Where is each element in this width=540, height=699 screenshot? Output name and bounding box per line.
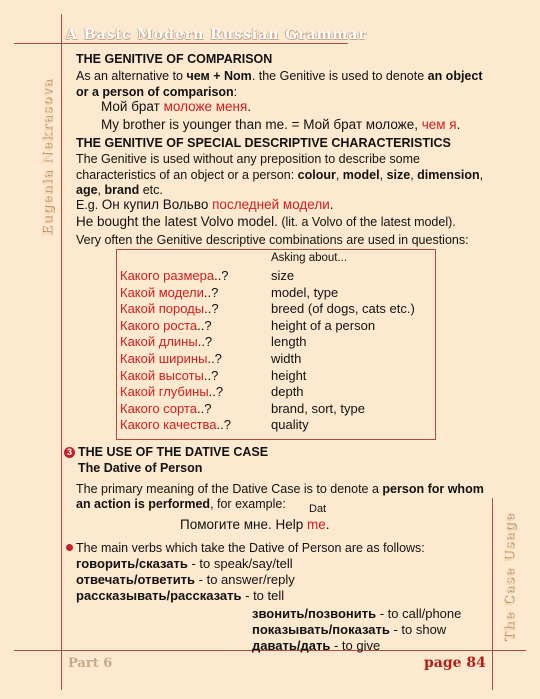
- table-row-question: [120, 268, 229, 283]
- verb-ru: показывать/показать: [252, 622, 390, 637]
- frame-line-right: [492, 498, 493, 690]
- question-mark: ..?: [203, 284, 219, 300]
- text: Он купил Вольво: [101, 197, 213, 212]
- question-ru: Какой модели: [120, 284, 204, 300]
- verb-item: [252, 638, 380, 653]
- question-mark: ..?: [216, 417, 231, 433]
- text: characteristics of an object or a person:: [76, 168, 298, 182]
- text: .: [329, 197, 334, 212]
- question-ru: Какой глубины: [120, 384, 209, 400]
- bold-term: size: [386, 168, 411, 182]
- table-header: Asking about...: [271, 252, 348, 264]
- table-row-meaning: depth: [271, 384, 304, 400]
- table-row-question: [120, 368, 218, 383]
- descriptive-line3: [76, 182, 163, 198]
- verb-en: - to speak/say/tell: [187, 556, 293, 571]
- text: etc.: [139, 183, 163, 197]
- text: , for example:: [210, 497, 286, 511]
- bold-term: brand: [104, 183, 140, 197]
- heading-genitive-comparison: THE GENITIVE OF COMPARISON: [76, 52, 273, 66]
- text: . the Genitive is used to denote: [251, 69, 428, 83]
- descriptive-line2: [76, 167, 483, 183]
- table-row-question: [120, 334, 212, 349]
- question-ru: Какой ширины: [120, 351, 208, 366]
- example-ru-volvo: [76, 197, 334, 212]
- verb-ru: давать/дать: [252, 638, 331, 653]
- verb-ru: рассказывать/рассказать: [76, 588, 242, 603]
- dat-label: Dat: [309, 503, 327, 515]
- text: ,: [335, 168, 343, 182]
- comparison-text-line1: [76, 68, 496, 84]
- text: :: [233, 85, 238, 99]
- verb-en: - to show: [389, 622, 447, 637]
- text: .: [325, 517, 330, 532]
- table-row-meaning: height of a person: [271, 317, 376, 333]
- descriptive-line1: The Genitive is used without any preposition to describe some: [76, 152, 420, 166]
- verb-item: [252, 622, 446, 637]
- question-ru: Какой высоты: [120, 367, 204, 383]
- question-mark: ..?: [203, 367, 219, 383]
- highlight: me: [307, 517, 326, 532]
- text: He bought the latest Volvo model.: [76, 214, 278, 229]
- text: My brother is younger than me. = Мой брат моложе,: [101, 117, 422, 132]
- question-mark: ..?: [204, 301, 219, 317]
- comparison-text-line2: [76, 84, 237, 100]
- table-row-meaning: brand, sort, type: [271, 400, 365, 416]
- bold-term: чем + Nom: [186, 69, 252, 83]
- bold-term: person for whom: [382, 482, 484, 496]
- table-row-meaning: model, type: [271, 284, 339, 300]
- table-row-meaning: quality: [271, 417, 309, 433]
- text: E.g.: [76, 198, 102, 212]
- text: Мой брат: [101, 99, 164, 114]
- bold-term: an action is performed: [76, 497, 211, 511]
- table-row-question: [120, 285, 218, 300]
- verb-ru: звонить/позвонить: [252, 606, 377, 621]
- verb-en: - to tell: [241, 588, 285, 603]
- heading-descriptive: THE GENITIVE OF SPECIAL DESCRIPTIVE CHARACTERISTICS: [76, 136, 451, 150]
- text: As an alternative to: [76, 69, 187, 83]
- bold-term: an object: [427, 69, 483, 83]
- example-en-volvo: [76, 214, 456, 229]
- question-mark: ..?: [207, 351, 222, 366]
- text: ,: [410, 168, 418, 182]
- question-ru: Какого роста: [120, 317, 198, 333]
- question-mark: ..?: [197, 400, 212, 416]
- heading-dative: [64, 445, 268, 459]
- table-row-question: [120, 384, 223, 399]
- text: The main verbs which take the Dative of Person are as follows:: [76, 541, 425, 555]
- text: ,: [379, 168, 387, 182]
- text: Помогите мне. Help: [180, 517, 308, 532]
- question-ru: Какого сорта: [120, 400, 198, 416]
- verb-en: - to give: [330, 638, 381, 653]
- example-en: [101, 117, 460, 132]
- table-row-meaning: height: [271, 367, 307, 383]
- number-badge: 3: [64, 447, 75, 458]
- text: THE USE OF THE DATIVE CASE: [78, 445, 269, 459]
- table-row-question: [120, 417, 231, 432]
- verb-en: - to call/phone: [376, 606, 462, 621]
- dative-example: [180, 517, 330, 532]
- verb-en: - to answer/reply: [195, 572, 295, 587]
- bullet-icon: [66, 544, 73, 551]
- table-row-question: [120, 351, 222, 366]
- question-mark: ..?: [197, 317, 212, 333]
- question-ru: Какой породы: [120, 301, 205, 317]
- table-row-meaning: breed (of dogs, cats etc.): [271, 301, 415, 317]
- table-row-question: [120, 318, 212, 333]
- part-label: Part 6: [68, 656, 113, 671]
- text: ,: [97, 183, 105, 197]
- table-row-question: [120, 401, 212, 416]
- author-name: Eugenia Nekrasova: [40, 78, 56, 237]
- highlight: чем я: [421, 117, 457, 132]
- bold-term: age: [76, 183, 98, 197]
- verb-item: [76, 572, 295, 587]
- verb-item: [252, 606, 461, 621]
- text: ,: [479, 168, 484, 182]
- section-side-label: The Case Usage: [502, 512, 518, 643]
- highlight: последней модели: [212, 197, 330, 212]
- bold-term: model: [342, 168, 380, 182]
- example-ru: [101, 99, 251, 114]
- verb-item: [76, 588, 284, 603]
- verb-ru: говорить/сказать: [76, 556, 188, 571]
- table-row-meaning: length: [271, 334, 307, 350]
- question-mark: ..?: [208, 384, 224, 400]
- verbs-intro: [66, 540, 425, 556]
- text: The primary meaning of the Dative Case is to denote a: [76, 482, 383, 496]
- question-mark: ..?: [197, 334, 213, 350]
- text: (lit. a Volvo of the latest model).: [277, 215, 456, 229]
- question-ru: Какого размера: [120, 268, 215, 283]
- question-ru: Какого качества: [120, 417, 217, 433]
- subheading-dative-person: The Dative of Person: [78, 461, 203, 475]
- question-ru: Какой длины: [120, 334, 198, 350]
- dative-line2: [76, 496, 286, 512]
- table-row-meaning: size: [271, 268, 295, 283]
- bold-term: colour: [297, 168, 336, 182]
- bold-term: dimension: [417, 168, 480, 182]
- table-row-meaning: width: [271, 351, 302, 366]
- text: .: [456, 117, 461, 132]
- highlight: моложе меня: [163, 99, 248, 114]
- frame-line-left: [61, 14, 62, 690]
- table-row-question: [120, 301, 219, 316]
- verb-item: [76, 556, 293, 571]
- questions-intro: Very often the Genitive descriptive combinations are used in questions:: [76, 233, 469, 247]
- question-mark: ..?: [214, 268, 229, 283]
- page-number: page 84: [424, 655, 486, 671]
- frame-line-top: [14, 43, 348, 44]
- verb-ru: отвечать/ответить: [76, 572, 196, 587]
- bold-term: or a person of comparison: [76, 85, 234, 99]
- book-title: A Basic Modern Russian Grammar: [66, 27, 367, 43]
- dative-line1: [76, 481, 484, 497]
- text: .: [247, 99, 252, 114]
